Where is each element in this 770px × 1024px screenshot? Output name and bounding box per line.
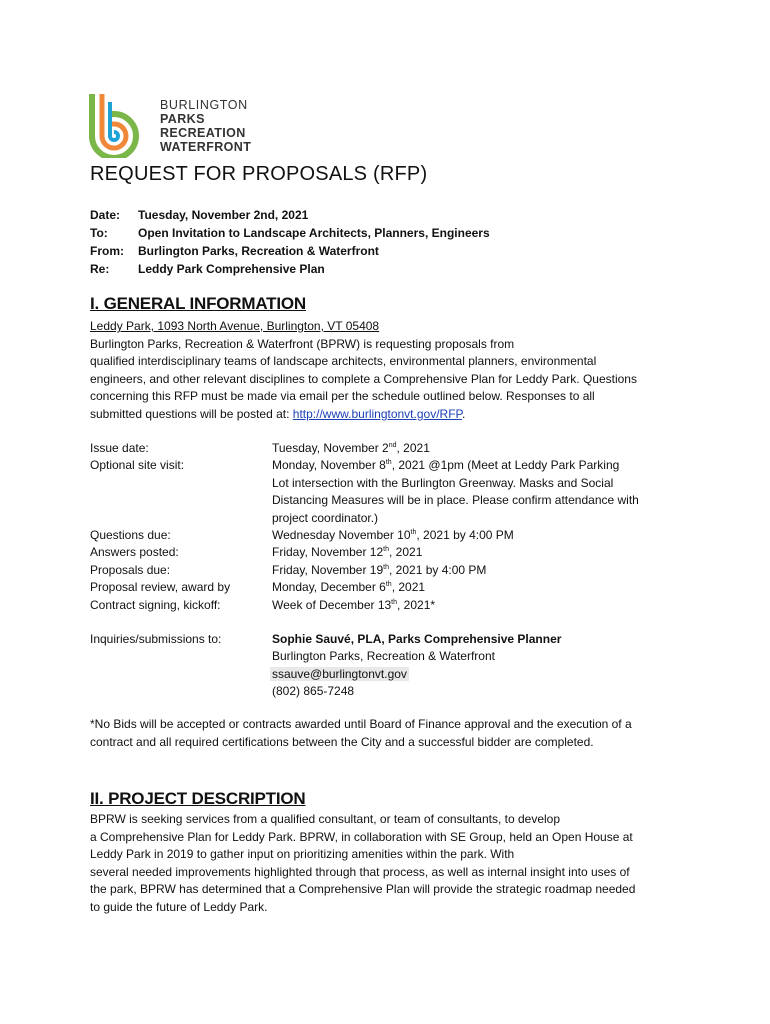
body-line: to guide the future of Leddy Park. — [90, 899, 268, 914]
schedule-label: Questions due: — [90, 528, 171, 543]
date-suffix: th — [391, 598, 398, 606]
logo-line-parks: PARKS — [160, 112, 205, 126]
bprw-logo-mark-icon — [88, 92, 154, 158]
site-visit-line — [272, 457, 672, 474]
site-visit-line: Distancing Measures will be in place. Please confirm attendance with — [272, 493, 639, 508]
body-text: . — [461, 406, 466, 421]
park-address: Leddy Park, 1093 North Avenue, Burlington, VT 05408 — [90, 319, 380, 333]
site-visit-line: Lot intersection with the Burlington Greenway. Masks and Social — [272, 475, 614, 490]
memo-label: Re: — [90, 262, 110, 276]
date-suffix: nd — [388, 442, 397, 449]
date-suffix: th — [410, 529, 417, 537]
body-line: Burlington Parks, Recreation & Waterfront (BPRW) is requesting proposals from — [90, 336, 515, 351]
schedule-label: Issue date: — [90, 441, 149, 455]
schedule-row-issue — [90, 440, 672, 457]
schedule-row-review — [90, 579, 672, 596]
schedule-value — [272, 457, 672, 527]
section-heading-project-description: II. PROJECT DESCRIPTION — [90, 789, 306, 808]
memo-value: Leddy Park Comprehensive Plan — [138, 262, 325, 276]
date-text: , 2021 — [396, 441, 430, 455]
date-text: Tuesday, November 2 — [272, 441, 389, 455]
schedule-row-site-visit — [90, 457, 672, 527]
rfp-link[interactable]: http://www.burlingtonvt.gov/RFP — [292, 406, 462, 421]
body-line: Leddy Park in 2019 to gather input on prioritizing amenities within the park. With — [90, 847, 515, 861]
schedule-value — [272, 544, 672, 561]
date-suffix: th — [383, 546, 389, 554]
logo-line-burlington: BURLINGTON — [160, 98, 248, 112]
section-heading-general-information: I. GENERAL INFORMATION — [90, 294, 306, 313]
schedule-row-questions — [90, 527, 672, 544]
date-text: , 2021 — [389, 545, 423, 560]
body-text: submitted questions will be posted at: — [90, 406, 293, 421]
body-line: BPRW is seeking services from a qualified consultant, or team of consultants, to develop — [90, 812, 561, 826]
schedule-label: Proposal review, award by — [90, 580, 231, 595]
schedule-value — [272, 597, 672, 614]
body-line: engineers, and other relevant disciplines to complete a Comprehensive Plan for Leddy Park. Questions — [90, 371, 637, 386]
body-line: a Comprehensive Plan for Leddy Park. BPRW, in collaboration with SE Group, held an Open House at — [90, 829, 633, 844]
memo-label: To: — [90, 226, 108, 240]
date-text: , 2021 by 4:00 PM — [416, 528, 514, 543]
schedule-value — [272, 440, 672, 457]
contact-block — [272, 631, 672, 701]
schedule-row-answers — [90, 544, 672, 561]
memo-value: Burlington Parks, Recreation & Waterfront — [138, 244, 379, 258]
body-line: several needed improvements highlighted through that process, as well as internal insight into uses of — [90, 864, 630, 879]
bprw-logo — [88, 92, 278, 158]
logo-wordmark — [160, 98, 251, 154]
memo-row-to — [90, 224, 490, 242]
contact-email[interactable]: ssauve@burlingtonvt.gov — [272, 666, 407, 681]
date-text: Friday, November 19 — [272, 562, 384, 577]
schedule-label: Optional site visit: — [90, 458, 185, 473]
body-line: qualified interdisciplinary teams of landscape architects, environmental planners, environmental — [90, 354, 597, 368]
date-text: , 2021 by 4:00 PM — [389, 562, 487, 577]
schedule-value — [272, 579, 672, 596]
contact-email-line — [272, 666, 672, 683]
memo-label: From: — [90, 244, 124, 258]
schedule-label: Answers posted: — [90, 545, 179, 560]
date-text: Monday, December 6 — [272, 580, 386, 595]
note-line: contract and all required certifications between the City and a successful bidder are completed. — [90, 734, 594, 749]
contact-org: Burlington Parks, Recreation & Waterfront — [272, 649, 495, 664]
date-suffix: th — [385, 581, 392, 589]
schedule-label: Proposals due: — [90, 562, 171, 577]
memo-value: Open Invitation to Landscape Architects, Planners, Engineers — [138, 226, 490, 240]
body-line: the park, BPRW has determined that a Comprehensive Plan will provide the strategic roadmap needed — [90, 882, 636, 896]
spacer — [90, 614, 672, 631]
site-visit-line: project coordinator.) — [272, 510, 379, 525]
schedule-label: Inquiries/submissions to: — [90, 632, 222, 647]
date-text: Week of December 13 — [272, 597, 392, 612]
date-text: Monday, November 8 — [272, 458, 386, 473]
general-information-body — [90, 318, 690, 423]
memo-value: Tuesday, November 2nd, 2021 — [138, 208, 309, 222]
schedule-value — [272, 562, 672, 579]
schedule-row-proposals — [90, 562, 672, 579]
memo-row-date — [90, 206, 490, 224]
schedule-table — [90, 440, 672, 701]
logo-line-waterfront: WATERFRONT — [160, 140, 252, 154]
memo-label: Date: — [90, 208, 121, 222]
date-text: , 2021* — [397, 597, 436, 612]
memo-row-from — [90, 242, 490, 260]
date-suffix: th — [385, 459, 392, 467]
memo-header — [90, 206, 490, 278]
note-line: *No Bids will be accepted or contracts awarded until Board of Finance approval and the execution of a — [90, 717, 632, 731]
body-line — [90, 406, 690, 424]
schedule-label: Contract signing, kickoff: — [90, 597, 221, 612]
project-description-body — [90, 811, 690, 916]
date-text: , 2021 — [391, 580, 426, 595]
memo-row-re — [90, 260, 490, 278]
schedule-row-inquiries — [90, 631, 672, 701]
body-line: concerning this RFP must be made via email per the schedule outlined below. Responses to all — [90, 389, 595, 403]
board-approval-note — [90, 716, 690, 751]
contact-name: Sophie Sauvé, PLA, Parks Comprehensive Planner — [272, 632, 562, 647]
logo-line-recreation: RECREATION — [160, 126, 246, 140]
page-title: REQUEST FOR PROPOSALS (RFP) — [90, 163, 428, 185]
contact-phone: (802) 865-7248 — [272, 684, 355, 699]
date-text: Friday, November 12 — [272, 545, 384, 560]
date-text: Wednesday November 10 — [272, 528, 411, 543]
schedule-value — [272, 527, 672, 544]
date-text: , 2021 @1pm (Meet at Leddy Park Parking — [391, 458, 620, 473]
date-suffix: th — [383, 563, 389, 571]
schedule-row-contract — [90, 597, 672, 614]
